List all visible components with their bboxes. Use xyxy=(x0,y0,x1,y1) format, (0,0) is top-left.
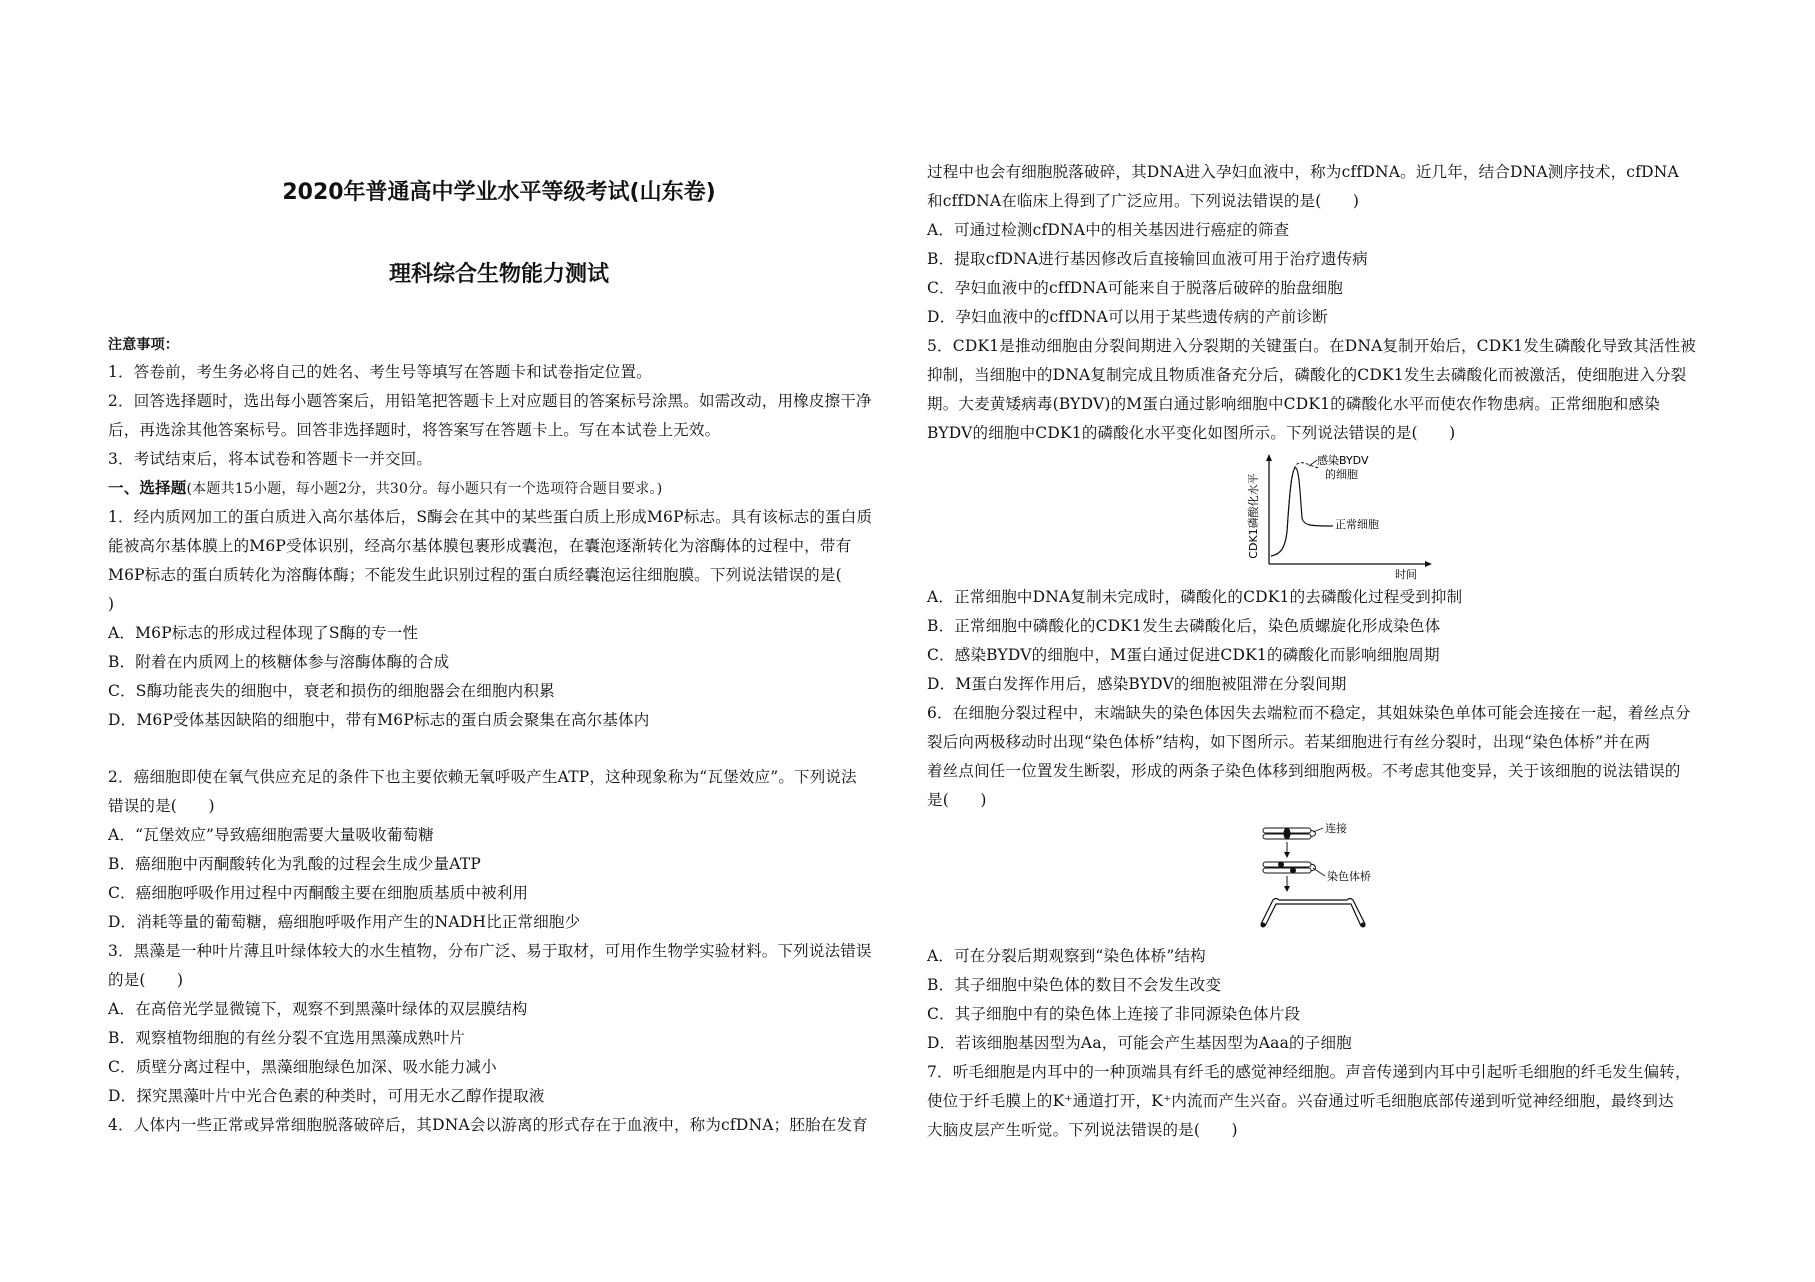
section-title: 一、选择题 xyxy=(108,479,187,497)
q6-option-b: B．其子细胞中染色体的数目不会发生改变 xyxy=(927,976,1222,994)
q3-line: 3．黑藻是一种叶片薄且叶绿体较大的水生植物，分布广泛、易于取材，可用作生物学实验材料。下列说法错误 xyxy=(108,942,872,960)
q5-option-d: D．M蛋白发挥作用后，感染BYDV的细胞被阻滞在分裂间期 xyxy=(927,675,1347,693)
q6-line: 裂后向两极移动时出现“染色体桥”结构，如下图所示。若某细胞进行有丝分裂时，出现“染色体桥”并在两 xyxy=(927,733,1651,751)
bridge-inner xyxy=(1265,904,1361,926)
q2-option-a: A．“瓦堡效应”导致癌细胞需要大量吸收葡萄糖 xyxy=(108,826,434,844)
label-normal: 正常细胞 xyxy=(1335,518,1379,531)
q4-line: 过程中也会有细胞脱落破碎，其DNA进入孕妇血液中，称为cffDNA。近几年，结合DNA测序技术，cfDNA xyxy=(927,163,1679,181)
label-infected-2: 的细胞 xyxy=(1325,468,1358,481)
q1-line: 能被高尔基体膜上的M6P受体识别，经高尔基体膜包裹形成囊泡，在囊泡逐渐转化为溶酶体的过程中，带有 xyxy=(108,537,852,555)
q3-option-b: B．观察植物细胞的有丝分裂不宜选用黑藻成熟叶片 xyxy=(108,1029,465,1047)
q2-line: 2．癌细胞即使在氧气供应充足的条件下也主要依赖无氧呼吸产生ATP，这种现象称为“瓦堡效应”。下列说法 xyxy=(108,768,857,786)
arrow-2-head xyxy=(1284,886,1290,892)
leader-connect xyxy=(1313,828,1323,832)
pole-right xyxy=(1361,923,1366,928)
q6-figure xyxy=(1257,820,1397,936)
infected-curve xyxy=(1271,463,1319,556)
q3-option-c: C．质壁分离过程中，黑藻细胞绿色加深、吸水能力减小 xyxy=(108,1058,497,1076)
centromere-mid-1 xyxy=(1278,862,1284,868)
centromere-top xyxy=(1284,828,1291,840)
mid-end xyxy=(1311,864,1316,871)
section-heading xyxy=(108,476,888,501)
q4-option-b: B．提取cfDNA进行基因修改后直接输回血液可用于治疗遗传病 xyxy=(927,250,1368,268)
q1-line: 1．经内质网加工的蛋白质进入高尔基体后，S酶会在其中的某些蛋白质上形成M6P标志。具有该标志的蛋白质 xyxy=(108,508,873,526)
notice-item: 1．答卷前，考生务必将自己的姓名、考生号等填写在答题卡和试卷指定位置。 xyxy=(108,363,652,381)
y-axis-arrow xyxy=(1266,454,1272,461)
q1-option-a: A．M6P标志的形成过程体现了S酶的专一性 xyxy=(108,624,419,642)
chromatid-mid-1 xyxy=(1263,862,1311,867)
y-axis-label: CDK1磷酸化水平 xyxy=(1247,473,1260,559)
q5-option-c: C．感染BYDV的细胞中，M蛋白通过促进CDK1的磷酸化而影响细胞周期 xyxy=(927,646,1440,664)
q5-option-b: B．正常细胞中磷酸化的CDK1发生去磷酸化后，染色质螺旋化形成染色体 xyxy=(927,617,1441,635)
q4-line: 4．人体内一些正常或异常细胞脱落破碎后，其DNA会以游离的形式存在于血液中，称为cfDNA；胚胎在发育 xyxy=(108,1116,868,1134)
q4-line: 和cffDNA在临床上得到了广泛应用。下列说法错误的是( ) xyxy=(927,192,1360,210)
leader-bridge xyxy=(1313,868,1325,876)
q6-option-d: D．若该细胞基因型为Aa，可能会产生基因型为Aaa的子细胞 xyxy=(927,1034,1352,1052)
label-bridge: 染色体桥 xyxy=(1327,870,1371,883)
notice-item: 3．考试结束后，将本试卷和答题卡一并交回。 xyxy=(108,450,433,468)
leader-infected xyxy=(1309,460,1317,466)
q7-line: 使位于纤毛膜上的K⁺通道打开，K⁺内流而产生兴奋。兴奋通过听毛细胞底部传递到听觉神经细胞，最终到达 xyxy=(927,1092,1674,1110)
q6-line: 6．在细胞分裂过程中，末端缺失的染色体因失去端粒而不稳定，其姐妹染色单体可能会连接在一起，着丝点分 xyxy=(927,704,1691,722)
q6-line: 着丝点间任一位置发生断裂，形成的两条子染色体移到细胞两极。不考虑其他变异，关于该细胞的说法错误的 xyxy=(927,762,1681,780)
q4-option-d: D．孕妇血液中的cffDNA可以用于某些遗传病的产前诊断 xyxy=(927,308,1328,326)
arrow-1-head xyxy=(1284,852,1290,858)
q5-line: 期。大麦黄矮病毒(BYDV)的M蛋白通过影响细胞中CDK1的磷酸化水平而使农作物患病。正常细胞和感染 xyxy=(927,395,1660,413)
q1-option-b: B．附着在内质网上的核糖体参与溶酶体酶的合成 xyxy=(108,653,450,671)
normal-curve xyxy=(1271,468,1333,556)
q5-figure xyxy=(1247,452,1437,580)
q1-line: M6P标志的蛋白质转化为溶酶体酶；不能发生此识别过程的蛋白质经囊泡运往细胞膜。下列说法错误的是( xyxy=(108,566,842,584)
chromatid-mid-2 xyxy=(1263,868,1311,873)
q3-line: 的是( ) xyxy=(108,971,184,989)
q3-option-d: D．探究黑藻叶片中光合色素的种类时，可用无水乙醇作提取液 xyxy=(108,1087,545,1105)
q4-option-c: C．孕妇血液中的cffDNA可能来自于脱落后破碎的胎盘细胞 xyxy=(927,279,1343,297)
notice-heading: 注意事项： xyxy=(108,337,179,353)
x-axis-arrow xyxy=(1425,561,1432,567)
notice-item: 后，再选涂其他答案标号。回答非选择题时，将答案写在答题卡上。写在本试卷上无效。 xyxy=(108,421,721,439)
q5-option-a: A．正常细胞中DNA复制未完成时，磷酸化的CDK1的去磷酸化过程受到抑制 xyxy=(927,588,1463,606)
q1-line: ) xyxy=(108,595,115,613)
q5-line: 抑制，当细胞中的DNA复制完成且物质准备充分后，磷酸化的CDK1发生去磷酸化而被激活，使细胞进入分裂 xyxy=(927,366,1687,384)
q6-option-a: A．可在分裂后期观察到“染色体桥”结构 xyxy=(927,947,1206,965)
notice-item: 2．回答选择题时，选出每小题答案后，用铅笔把答题卡上对应题目的答案标号涂黑。如需改动，用橡皮擦干净 xyxy=(108,392,872,410)
q2-option-c: C．癌细胞呼吸作用过程中丙酮酸主要在细胞质基质中被利用 xyxy=(108,884,529,902)
q5-line: 5．CDK1是推动细胞由分裂间期进入分裂期的关键蛋白。在DNA复制开始后，CDK1发生磷酸化导致其活性被 xyxy=(927,337,1696,355)
label-infected-1: 感染BYDV xyxy=(1317,454,1369,467)
bridge-outer xyxy=(1261,899,1365,925)
q1-option-c: C．S酶功能丧失的细胞中，衰老和损伤的细胞器会在细胞内积累 xyxy=(108,682,555,700)
centromere-mid-2 xyxy=(1290,868,1296,874)
q6-line: 是( ) xyxy=(927,791,987,809)
section-note: (本题共15小题，每小题2分，共30分。每小题只有一个选项符合题目要求。) xyxy=(186,481,663,497)
page-subtitle: 理科综合生物能力测试 xyxy=(388,262,609,287)
page-title: 2020年普通高中学业水平等级考试(山东卷) xyxy=(282,180,716,205)
q7-line: 7．听毛细胞是内耳中的一种顶端具有纤毛的感觉神经细胞。声音传递到内耳中引起听毛细胞的纤毛发生偏转， xyxy=(927,1063,1691,1081)
q4-option-a: A．可通过检测cfDNA中的相关基因进行癌症的筛查 xyxy=(927,221,1290,239)
q2-option-d: D．消耗等量的葡萄糖，癌细胞呼吸作用产生的NADH比正常细胞少 xyxy=(108,913,581,931)
q6-option-c: C．其子细胞中有的染色体上连接了非同源染色体片段 xyxy=(927,1005,1301,1023)
q2-option-b: B．癌细胞中丙酮酸转化为乳酸的过程会生成少量ATP xyxy=(108,855,482,873)
pole-left xyxy=(1261,923,1266,928)
q3-option-a: A．在高倍光学显微镜下，观察不到黑藻叶绿体的双层膜结构 xyxy=(108,1000,528,1018)
q1-option-d: D．M6P受体基因缺陷的细胞中，带有M6P标志的蛋白质会聚集在高尔基体内 xyxy=(108,711,650,729)
label-connect: 连接 xyxy=(1325,822,1347,835)
q2-line: 错误的是( ) xyxy=(108,797,215,815)
q5-line: BYDV的细胞中CDK1的磷酸化水平变化如图所示。下列说法错误的是( ) xyxy=(927,424,1456,442)
q7-line: 大脑皮层产生听觉。下列说法错误的是( ) xyxy=(927,1121,1238,1139)
x-axis-label: 时间 xyxy=(1395,568,1417,580)
